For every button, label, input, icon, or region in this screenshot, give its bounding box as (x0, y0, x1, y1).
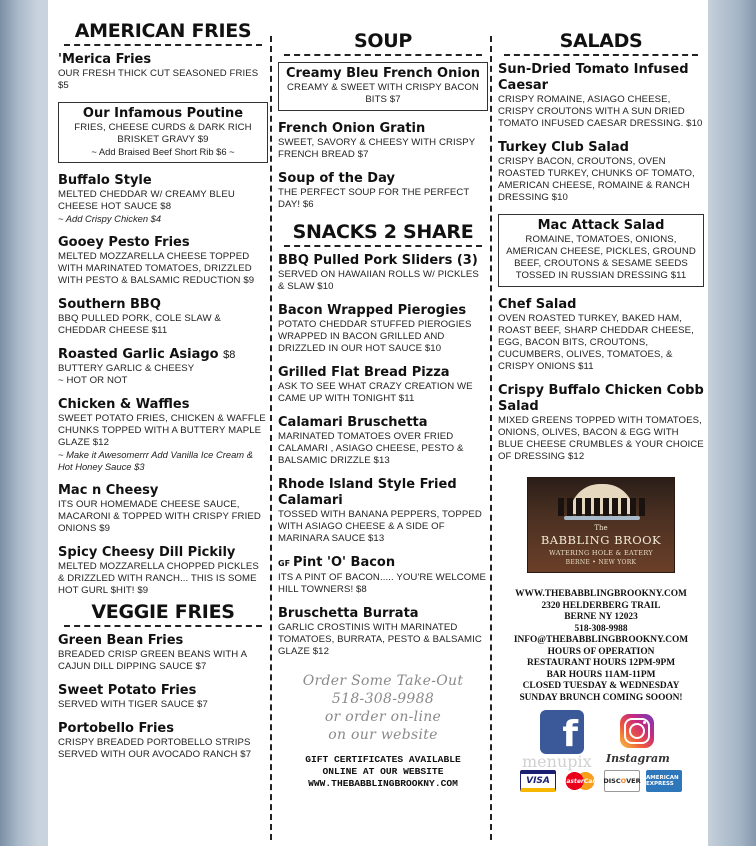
address-line: BERNE NY 12023 (564, 612, 638, 622)
column-fries (58, 0, 268, 846)
item-description: SERVED WITH TIGER SAUCE $7 (58, 699, 208, 710)
item-name (58, 347, 268, 363)
menu-item-mac-n-cheesy (58, 483, 268, 535)
menupix-watermark: menupix (522, 752, 592, 771)
featured-box-mac-attack-salad (498, 214, 704, 287)
closed-days: CLOSED TUESDAY & WEDNESDAY (522, 681, 680, 691)
item-description: MELTED MOZZARELLA CHEESE TOPPED WITH MARINATED TOMATOES, DRIZZLED WITH PESTO & BALSAMIC REDUCTION $9 (58, 251, 255, 286)
visa-card-icon: VISA (520, 770, 556, 792)
instagram-lens-shape (629, 723, 645, 739)
column-divider-left (270, 36, 272, 840)
item-description: BUTTERY GARLIC & CHEESY (58, 363, 195, 374)
facebook-icon[interactable]: f (540, 710, 584, 754)
item-description: CRISPY ROMAINE, ASIAGO CHEESE, CRISPY CROUTONS WITH A SUN DRIED TOMATO INFUSED CAESAR DRESSING. $10 (498, 94, 703, 129)
menu-item-chef-salad (498, 297, 704, 373)
item-description: SERVED ON HAWAIIAN ROLLS W/ PICKLES & SLAW $10 (278, 269, 479, 292)
snacks-heading: SNACKS 2 SHARE (292, 221, 474, 243)
item-name: Rhode Island Style Fried Calamari (278, 477, 457, 508)
gift-website-link[interactable]: WWW.THEBABBLINGBROOKNY.COM (308, 778, 458, 789)
item-addon-note: ~ Add Braised Beef Short Rib $6 ~ (91, 146, 235, 157)
menu-item-rhode-island-calamari (278, 477, 488, 545)
item-name: Mac Attack Salad (537, 218, 665, 233)
item-description: ITS OUR HOMEMADE CHEESE SAUCE, MACARONI & TOPPED WITH CRISPY FRIED ONIONS $9 (58, 499, 261, 534)
instagram-dot-shape (643, 721, 646, 724)
item-name: Sweet Potato Fries (58, 683, 197, 698)
item-name: Green Bean Fries (58, 633, 184, 648)
discover-text: VER (626, 777, 641, 785)
column-soup-snacks (278, 0, 488, 846)
instagram-label[interactable]: Instagram (606, 752, 670, 765)
item-description: POTATO CHEDDAR STUFFED PIEROGIES WRAPPED IN BACON GRILLED AND DRIZZLED IN OUR HOT SAUCE $10 (278, 319, 472, 354)
featured-box-creamy-bleu-french-onion (278, 62, 488, 111)
item-description: BBQ PULLED PORK, COLE SLAW & CHEDDAR CHEESE $11 (58, 313, 221, 336)
brunch-notice: SUNDAY BRUNCH COMING SOOON! (519, 692, 683, 703)
address-line: 2320 HELDERBERG TRAIL (541, 600, 661, 611)
item-name: Sun-Dried Tomato Infused Caesar (498, 62, 689, 93)
menu-item-bacon-wrapped-pierogies (278, 303, 488, 355)
item-description: MARINATED TOMATOES OVER FRIED CALAMARI , ASIAGO CHEESE, PESTO & BALSAMIC DRIZZLE $13 (278, 431, 464, 466)
menu-item-turkey-club-salad (498, 140, 704, 204)
item-name-text: Pint 'O' Bacon (293, 555, 396, 570)
gift-line: GIFT CERTIFICATES AVAILABLE (305, 754, 461, 765)
gluten-free-tag: GF (278, 559, 291, 568)
discover-card-icon (604, 770, 640, 792)
item-name: Soup of the Day (278, 171, 395, 186)
menu-item-crispy-buffalo-chicken-cobb (498, 383, 704, 463)
featured-box-poutine (58, 102, 268, 163)
item-name: Chicken & Waffles (58, 397, 190, 412)
gift-line: ONLINE AT OUR WEBSITE (322, 766, 444, 777)
restaurant-hours: RESTAURANT HOURS 12PM-9PM (526, 658, 676, 668)
item-name: Buffalo Style (58, 173, 152, 188)
discover-text: DISC (603, 777, 621, 785)
item-name-text: Roasted Garlic Asiago (58, 347, 219, 362)
menu-item-soup-of-the-day (278, 171, 488, 211)
item-description: OUR FRESH THICK CUT SEASONED FRIES $5 (58, 68, 259, 91)
soup-heading: SOUP (354, 30, 412, 52)
menu-item-spicy-cheesy-dill-pickily (58, 545, 268, 597)
menu-item-buffalo-style (58, 173, 268, 225)
salads-heading: SALADS (559, 30, 643, 52)
item-description: FRIES, CHEESE CURDS & DARK RICH BRISKET GRAVY $9 (74, 122, 252, 145)
item-description-option: ~ HOT OR NOT (58, 375, 128, 386)
discover-o: O (620, 777, 627, 785)
takeout-line: on our website (328, 727, 438, 743)
item-addon-note: ~ Add Crispy Chicken $4 (58, 213, 162, 224)
item-name (278, 555, 488, 572)
menu-item-french-onion-gratin (278, 121, 488, 161)
item-description: ROMAINE, TOMATOES, ONIONS, AMERICAN CHEESE, PICKLES, GROUND BEEF, CROUTONS & SESAME SEEDS TOSSED IN RUSSIAN DRESSING $11 (506, 234, 696, 281)
menu-item-merica-fries (58, 52, 268, 92)
logo-small-text: The (594, 524, 608, 532)
item-description: CRISPY BREADED PORTOBELLO STRIPS SERVED WITH OUR AVOCADO RANCH $7 (58, 737, 252, 760)
section-divider (284, 54, 482, 56)
section-divider (64, 44, 262, 46)
phone-number[interactable]: 518-308-9988 (574, 623, 628, 634)
item-description: GARLIC CROSTINIS WITH MARINATED TOMATOES, BURRATA, PESTO & BALSAMIC GLAZE $12 (278, 622, 482, 657)
item-description: THE PERFECT SOUP FOR THE PERFECT DAY! $6 (278, 187, 470, 210)
item-name: Gooey Pesto Fries (58, 235, 190, 250)
logo-tagline: WATERING HOLE & EATERY (549, 549, 653, 557)
menu-item-pint-o-bacon (278, 555, 488, 596)
item-name: Grilled Flat Bread Pizza (278, 365, 450, 380)
item-description: ITS A PINT OF BACON..... YOU'RE WELCOME HILL TOWNERS! $8 (278, 572, 486, 595)
item-name: Chef Salad (498, 297, 577, 312)
item-name: Turkey Club Salad (498, 140, 629, 155)
item-description: MIXED GREENS TOPPED WITH TOMATOES, ONIONS, OLIVES, BACON & EGG WITH BLUE CHEESE CRUMBLES & YOUR CHOICE OF DRESSING $12 (498, 415, 704, 462)
menu-page (48, 0, 708, 846)
section-divider (64, 625, 262, 627)
section-divider (284, 245, 482, 247)
instagram-icon[interactable] (620, 714, 654, 748)
contact-info (498, 589, 704, 704)
menu-item-southern-bbq (58, 297, 268, 337)
item-name: BBQ Pulled Pork Sliders (3) (278, 253, 478, 268)
item-name: Crispy Buffalo Chicken Cobb Salad (498, 383, 704, 414)
item-description: SWEET, SAVORY & CHEESY WITH CRISPY FRENCH BREAD $7 (278, 137, 476, 160)
logo-trees-shape (558, 498, 646, 516)
item-name: Bruschetta Burrata (278, 606, 419, 621)
menu-item-green-bean-fries (58, 633, 268, 673)
website-link[interactable]: WWW.THEBABBLINGBROOKNY.COM (515, 589, 687, 599)
bar-hours: BAR HOURS 11AM-11PM (546, 669, 656, 680)
babbling-brook-logo (527, 477, 675, 573)
item-description: SWEET POTATO FRIES, CHICKEN & WAFFLE CHUNKS TOPPED WITH A BUTTERY MAPLE GLAZE $12 (58, 413, 266, 448)
hours-title: HOURS OF OPERATION (547, 646, 655, 657)
item-addon-note: ~ Make it Awesomerrr Add Vanilla Ice Cream & Hot Honey Sauce $3 (58, 449, 253, 472)
item-name: Portobello Fries (58, 721, 174, 736)
veggie-fries-heading: VEGGIE FRIES (91, 601, 235, 623)
item-description: MELTED CHEDDAR W/ CREAMY BLEU CHEESE HOT SAUCE $8 (58, 189, 235, 212)
item-name: Creamy Bleu French Onion (285, 66, 481, 81)
menu-item-roasted-garlic-asiago (58, 347, 268, 387)
item-description: CREAMY & SWEET WITH CRISPY BACON BITS $7 (287, 82, 479, 105)
takeout-phone[interactable]: 518-308-9988 (331, 691, 435, 707)
takeout-line: Order Some Take-Out (302, 673, 464, 689)
menu-item-gooey-pesto-fries (58, 235, 268, 287)
menu-item-sweet-potato-fries (58, 683, 268, 711)
item-name: 'Merica Fries (58, 52, 152, 67)
item-description: TOSSED WITH BANANA PEPPERS, TOPPED WITH ASIAGO CHEESE & A SIDE OF MARINARA SAUCE $13 (278, 509, 482, 544)
item-name: Spicy Cheesy Dill Pickily (58, 545, 236, 560)
item-description: CRISPY BACON, CROUTONS, OVEN ROASTED TURKEY, CHUNKS OF TOMATO, AMERICAN CHEESE, ROMAINE & RANCH DRESSING $10 (498, 156, 695, 203)
american-fries-heading: AMERICAN FRIES (74, 20, 252, 42)
item-name: Bacon Wrapped Pierogies (278, 303, 467, 318)
menu-item-bruschetta-burrata (278, 606, 488, 658)
takeout-promo (278, 672, 488, 744)
menu-item-bbq-pulled-pork-sliders (278, 253, 488, 293)
logo-location: BERNE • NEW YORK (565, 559, 637, 566)
gift-certificates (278, 754, 488, 790)
item-name: Our Infamous Poutine (82, 106, 244, 121)
logo-water-shape (564, 516, 640, 520)
item-name: Southern BBQ (58, 297, 161, 312)
item-description: MELTED MOZZARELLA CHOPPED PICKLES & DRIZZLED WITH RANCH... THIS IS SOME HOT GURL $HIT! $9 (58, 561, 259, 596)
item-description: ASK TO SEE WHAT CRAZY CREATION WE CAME UP WITH TONIGHT $11 (278, 381, 473, 404)
item-description: OVEN ROASTED TURKEY, BAKED HAM, ROAST BEEF, SHARP CHEDDAR CHEESE, EGG, BACON BITS, CROUTONS, CUCUMBERS, OLIVES, TOMATOES, & CRISPY ONIONS $11 (498, 313, 694, 372)
amex-card-icon: AMERICAN EXPRESS (646, 770, 682, 792)
menu-item-sun-dried-tomato-caesar (498, 62, 704, 130)
item-name: Mac n Cheesy (58, 483, 159, 498)
item-name: French Onion Gratin (278, 121, 426, 136)
menu-item-portobello-fries (58, 721, 268, 761)
menu-item-calamari-bruschetta (278, 415, 488, 467)
item-name: Calamari Bruschetta (278, 415, 428, 430)
item-price: $8 (223, 349, 236, 361)
mastercard-icon: MasterCard (562, 770, 598, 792)
section-divider (504, 54, 698, 56)
menu-item-chicken-waffles (58, 397, 268, 473)
takeout-line: or order on-line (324, 709, 442, 725)
email-link[interactable]: INFO@THEBABBLINGBROOKNY.COM (513, 635, 689, 645)
logo-name: BABBLING BROOK (540, 533, 662, 547)
item-description: BREADED CRISP GREEN BEANS WITH A CAJUN DILL DIPPING SAUCE $7 (58, 649, 247, 672)
column-divider-right (490, 36, 492, 840)
column-salads (498, 0, 704, 846)
menu-item-grilled-flat-bread-pizza (278, 365, 488, 405)
payment-cards (498, 770, 704, 792)
